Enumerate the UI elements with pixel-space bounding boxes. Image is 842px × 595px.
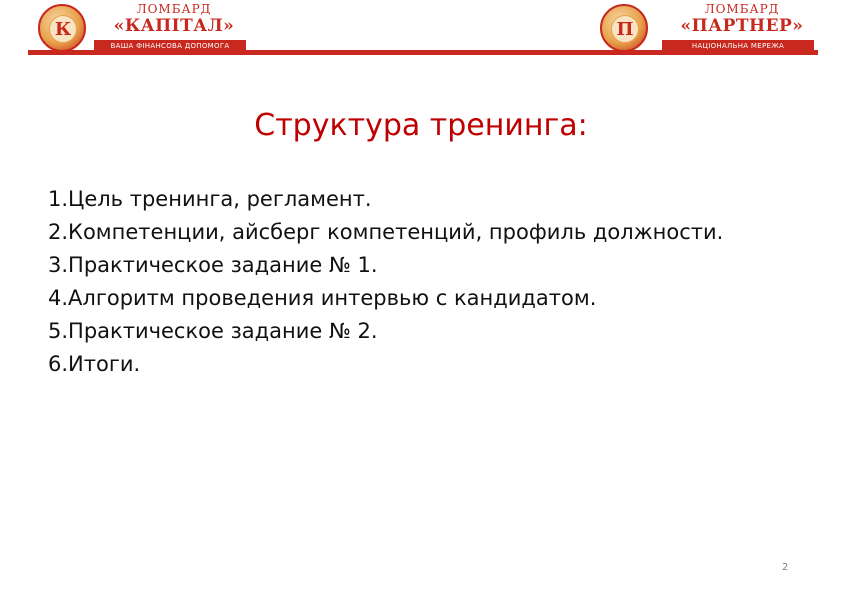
agenda-item: 2.Компетенции, айсберг компетенций, профиль должности. <box>48 220 724 244</box>
agenda-item: 5.Практическое задание № 2. <box>48 319 378 343</box>
partner-name: «ПАРТНЕР» <box>680 16 804 36</box>
slide-header <box>0 0 842 64</box>
kapital-emblem-letter: К <box>49 15 77 43</box>
kapital-tagline: ВАША ФІНАНСОВА ДОПОМОГА <box>94 40 246 52</box>
logo-kapital <box>38 2 248 56</box>
agenda-item: 1.Цель тренинга, регламент. <box>48 187 372 211</box>
partner-emblem-icon <box>600 4 648 52</box>
agenda-item: 3.Практическое задание № 1. <box>48 253 378 277</box>
partner-tagline: НАЦІОНАЛЬНА МЕРЕЖА <box>662 40 814 52</box>
kapital-name: «КАПІТАЛ» <box>113 16 235 36</box>
logo-partner <box>600 2 810 56</box>
page-number: 2 <box>782 562 789 573</box>
partner-emblem-letter: П <box>611 15 639 43</box>
agenda-item: 4.Алгоритм проведения интервью с кандидатом. <box>48 286 597 310</box>
partner-top-text: ЛОМБАРД <box>704 2 780 16</box>
kapital-emblem-icon <box>38 4 86 52</box>
slide-title: Структура тренинга: <box>254 108 588 143</box>
agenda-item: 6.Итоги. <box>48 352 141 376</box>
agenda-list <box>48 183 748 381</box>
kapital-top-text: ЛОМБАРД <box>136 2 212 16</box>
